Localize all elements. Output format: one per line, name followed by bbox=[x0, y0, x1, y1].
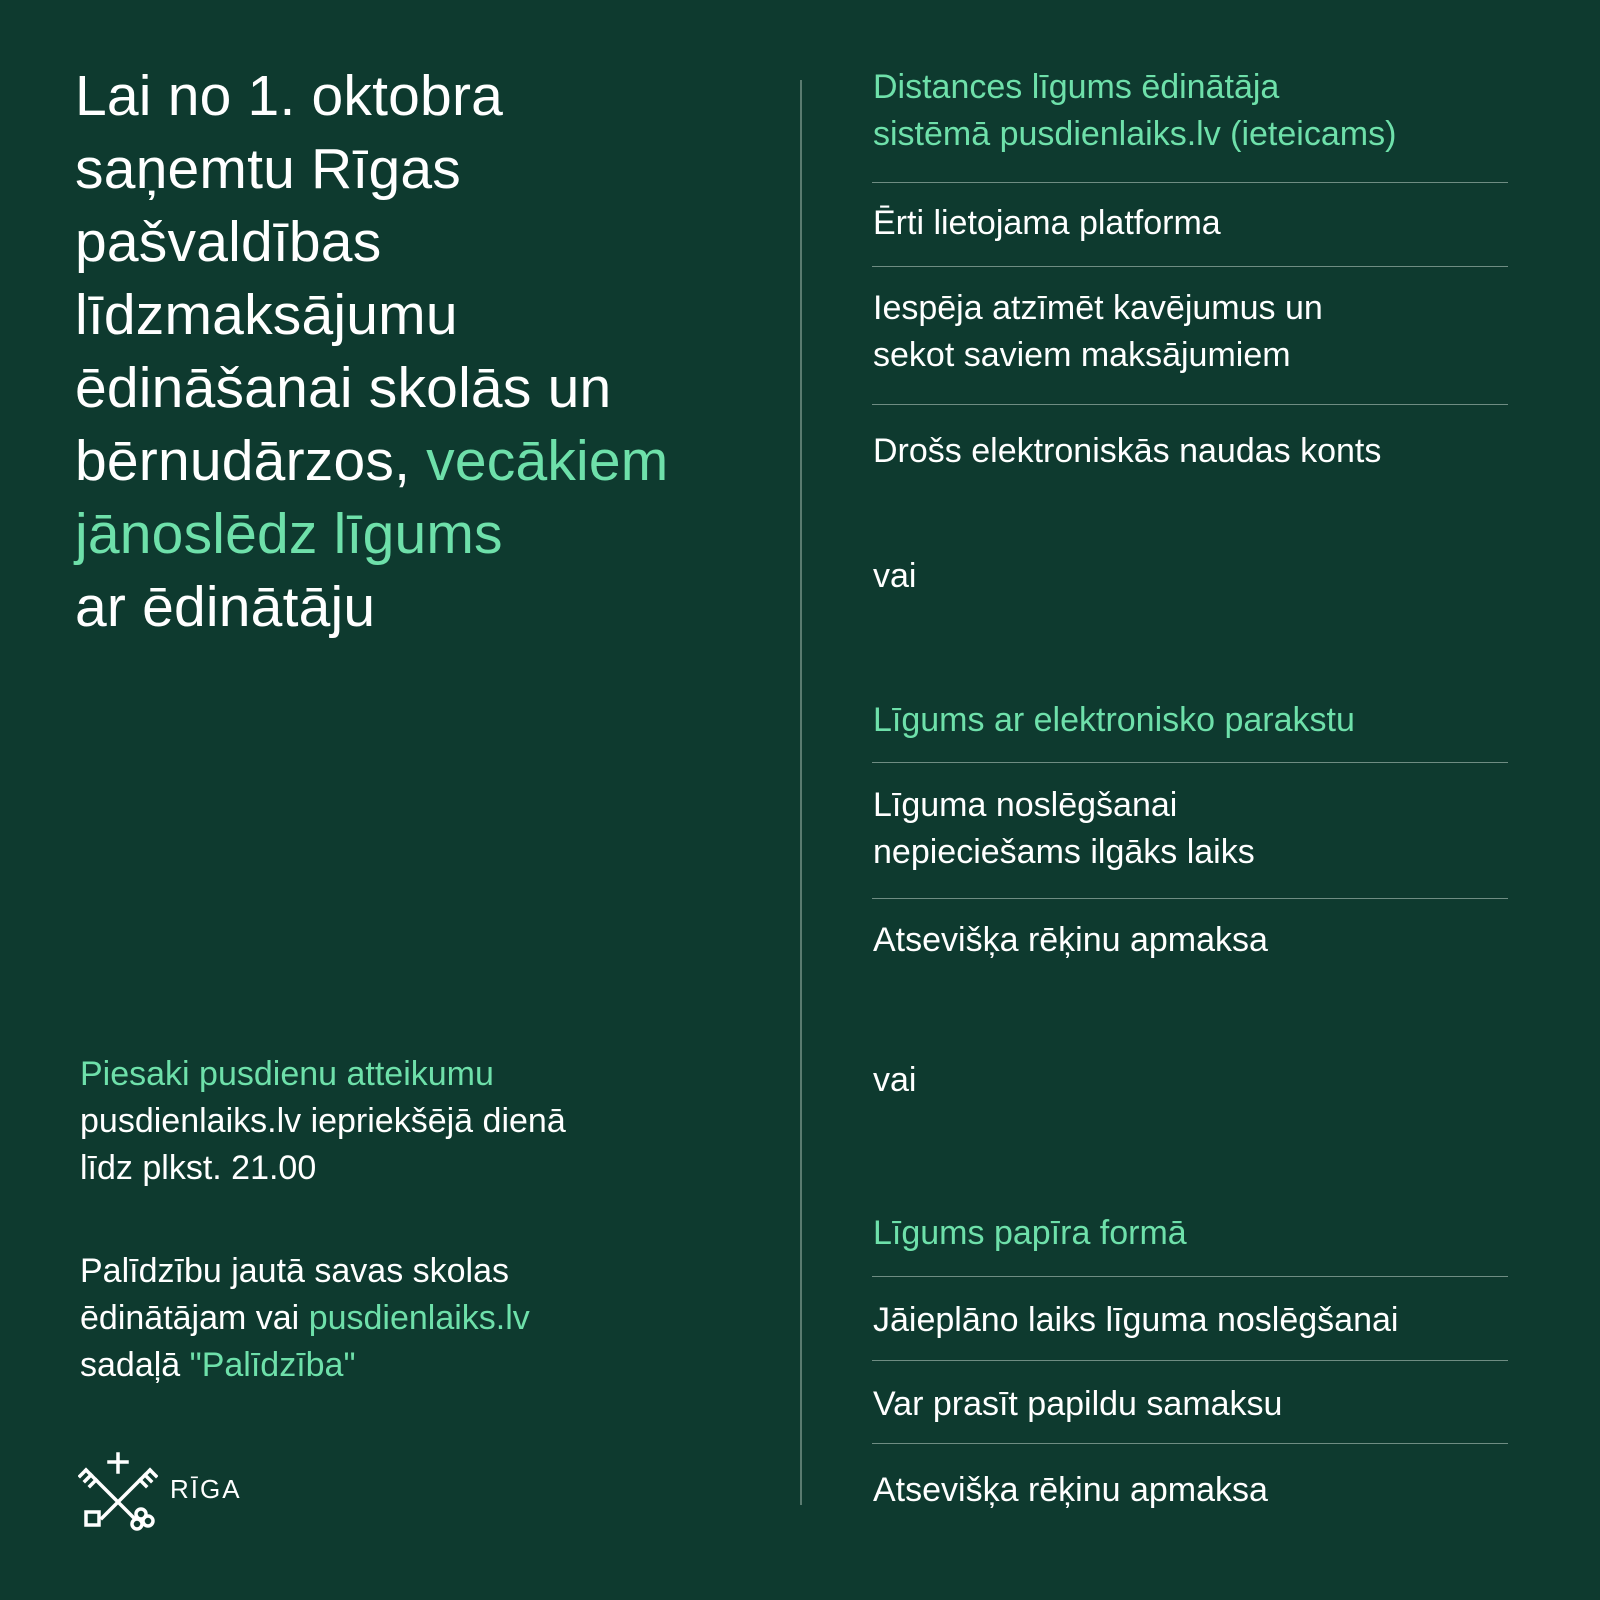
option-1-title-line: Distances līgums ēdinātāja bbox=[873, 68, 1280, 106]
divider bbox=[872, 762, 1508, 763]
note-line: līdz plkst. 21.00 bbox=[80, 1149, 317, 1187]
option-3-item: Var prasīt papildu samaksu bbox=[873, 1385, 1283, 1423]
divider bbox=[872, 182, 1508, 183]
headline-line: saņemtu Rīgas bbox=[75, 137, 461, 201]
divider bbox=[872, 1360, 1508, 1361]
headline-line: ēdināšanai skolās un bbox=[75, 356, 612, 420]
option-3-item: Jāieplāno laiks līguma noslēgšanai bbox=[873, 1301, 1399, 1339]
note-line: Palīdzību jautā savas skolas bbox=[80, 1252, 510, 1290]
option-1-item-line: Iespēja atzīmēt kavējumus un bbox=[873, 289, 1323, 327]
headline-line bbox=[75, 425, 775, 498]
help-section-link[interactable]: "Palīdzība" bbox=[189, 1346, 356, 1384]
option-2-item-line: nepieciešams ilgāks laiks bbox=[873, 833, 1255, 871]
note-text: sadaļā bbox=[80, 1346, 190, 1384]
note-line: pusdienlaiks.lv iepriekšējā dienā bbox=[80, 1102, 566, 1140]
logo-text: RĪGA bbox=[170, 1474, 242, 1504]
headline-line: pašvaldības bbox=[75, 210, 382, 274]
divider bbox=[872, 898, 1508, 899]
note-highlight: Piesaki pusdienu atteikumu bbox=[80, 1055, 494, 1093]
option-1-item: Drošs elektroniskās naudas konts bbox=[873, 432, 1382, 470]
option-1-title-line: sistēmā pusdienlaiks.lv (ieteicams) bbox=[873, 115, 1397, 153]
option-1-item bbox=[873, 285, 1509, 379]
help-note bbox=[80, 1248, 730, 1389]
riga-keys-icon bbox=[78, 1452, 158, 1532]
headline-highlight: jānoslēdz līgums bbox=[75, 502, 503, 566]
note-line bbox=[80, 1342, 730, 1389]
vertical-divider bbox=[800, 80, 802, 1505]
headline-highlight: vecākiem bbox=[426, 429, 669, 493]
help-link[interactable]: pusdienlaiks.lv bbox=[308, 1299, 530, 1337]
option-1-item-line: sekot saviem maksājumiem bbox=[873, 336, 1291, 374]
divider bbox=[872, 404, 1508, 405]
divider bbox=[872, 1443, 1508, 1444]
option-2-item-line: Līguma noslēgšanai bbox=[873, 786, 1178, 824]
option-2-item bbox=[873, 782, 1509, 876]
or-label: vai bbox=[873, 1061, 917, 1099]
note-line bbox=[80, 1295, 730, 1342]
option-3-title: Līgums papīra formā bbox=[873, 1214, 1187, 1252]
headline-line: līdzmaksājumu bbox=[75, 283, 458, 347]
headline-line: Lai no 1. oktobra bbox=[75, 64, 504, 128]
headline-text: bērnudārzos, bbox=[75, 429, 427, 493]
headline bbox=[75, 60, 775, 644]
or-label: vai bbox=[873, 557, 917, 595]
option-3-item: Atsevišķa rēķinu apmaksa bbox=[873, 1471, 1268, 1509]
option-1-item: Ērti lietojama platforma bbox=[873, 204, 1221, 242]
cancellation-note bbox=[80, 1051, 730, 1192]
note-text: ēdinātājam vai bbox=[80, 1299, 309, 1337]
divider bbox=[872, 266, 1508, 267]
headline-line: ar ēdinātāju bbox=[75, 575, 376, 639]
option-1-title bbox=[873, 64, 1509, 158]
divider bbox=[872, 1276, 1508, 1277]
option-2-title: Līgums ar elektronisko parakstu bbox=[873, 701, 1355, 739]
option-2-item: Atsevišķa rēķinu apmaksa bbox=[873, 921, 1268, 959]
